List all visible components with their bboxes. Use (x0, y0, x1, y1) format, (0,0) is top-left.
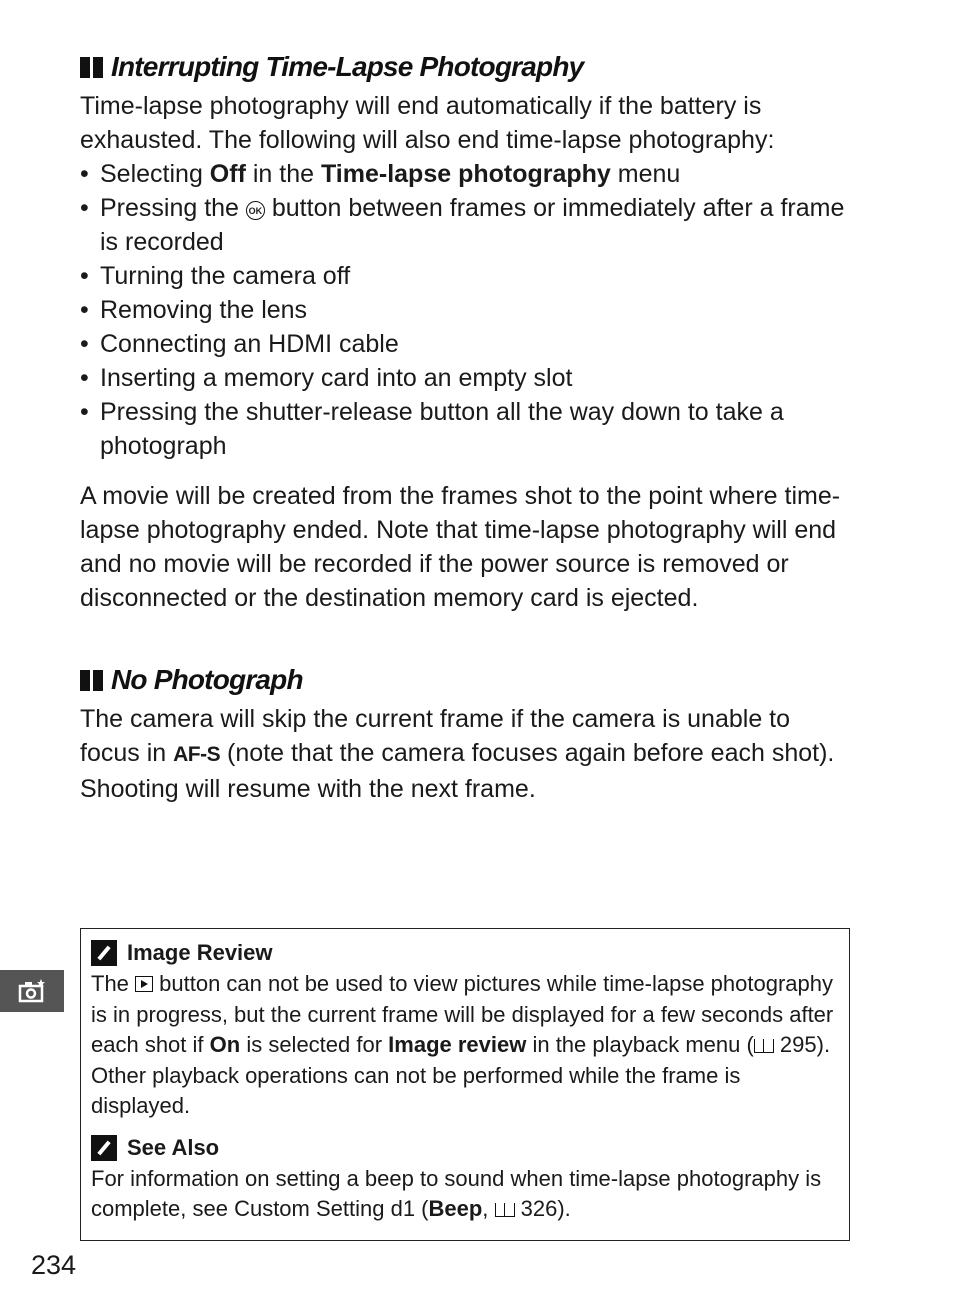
bullet-mark: • (80, 364, 89, 392)
image-review-text: The button can not be used to view pictures while time-lapse photography is in progress, but the current frame will be displayed for a few seconds after each shot if On is selected for Image review in the playback menu ( 295). Other playback operations can not be performed while the frame is displayed. (91, 971, 834, 1118)
list-item: • Selecting Off in the Time-lapse photography menu (80, 157, 850, 191)
section-interrupting (80, 50, 850, 615)
pencil-note-icon (91, 940, 117, 966)
book-reference-icon (754, 1039, 774, 1053)
heading-title: Interrupting Time-Lapse Photography (111, 51, 584, 82)
camera-menu-tab-icon (18, 978, 46, 1004)
bullet-mark: • (80, 296, 89, 324)
playback-button-icon (135, 976, 153, 992)
note-title: See Also (127, 1134, 220, 1160)
bullet-mark: • (80, 398, 89, 426)
list-item: • Removing the lens (80, 293, 850, 327)
outro-paragraph: A movie will be created from the frames shot to the point where time-lapse photography ended. Note that time-lapse photography will end and no movie will be recorded if the power source is removed or disconnected or the destination memory card is ejected. (80, 482, 841, 612)
list-item: • Pressing the shutter-release button all the way down to take a photograph (80, 395, 850, 463)
ok-button-icon: OK (246, 201, 265, 220)
notes-box (80, 928, 850, 1241)
bullet-mark: • (80, 194, 89, 222)
see-also-text: For information on setting a beep to sound when time-lapse photography is complete, see Custom Setting d1 (Beep, 326). (91, 1165, 822, 1221)
bold-term: Off (209, 160, 246, 188)
camera-menu-tab (0, 970, 64, 1012)
list-item: • Turning the camera off (80, 259, 850, 293)
no-photo-paragraph: The camera will skip the current frame if the camera is unable to focus in AF-S (note that the camera focuses again before each shot). Shooting will resume with the next frame. (80, 705, 835, 803)
note-title: Image Review (127, 940, 273, 965)
heading-title: No Photograph (111, 664, 303, 695)
section-heading (80, 663, 850, 697)
note-header (91, 1134, 839, 1162)
page-number: 234 (31, 1250, 77, 1280)
section-no-photograph (80, 663, 850, 806)
book-reference-icon (495, 1203, 515, 1217)
af-s-mode-label: AF-S (173, 743, 221, 766)
bullet-mark: • (80, 262, 89, 290)
end-conditions-list (80, 157, 850, 463)
heading-marker-icon (80, 57, 103, 78)
heading-marker-icon (80, 670, 103, 691)
section-heading (80, 50, 850, 84)
pencil-note-icon (91, 1135, 117, 1161)
list-item: • Inserting a memory card into an empty slot (80, 361, 850, 395)
intro-paragraph: Time-lapse photography will end automatically if the battery is exhausted. The following will also end time-lapse photography: (80, 92, 775, 154)
list-item: • Connecting an HDMI cable (80, 327, 850, 361)
bold-term: Time-lapse photography (320, 160, 611, 188)
list-item: • Pressing the OK button between frames or immediately after a frame is recorded (80, 191, 850, 259)
bullet-mark: • (80, 160, 89, 188)
bullet-mark: • (80, 330, 89, 358)
note-header (91, 939, 839, 967)
